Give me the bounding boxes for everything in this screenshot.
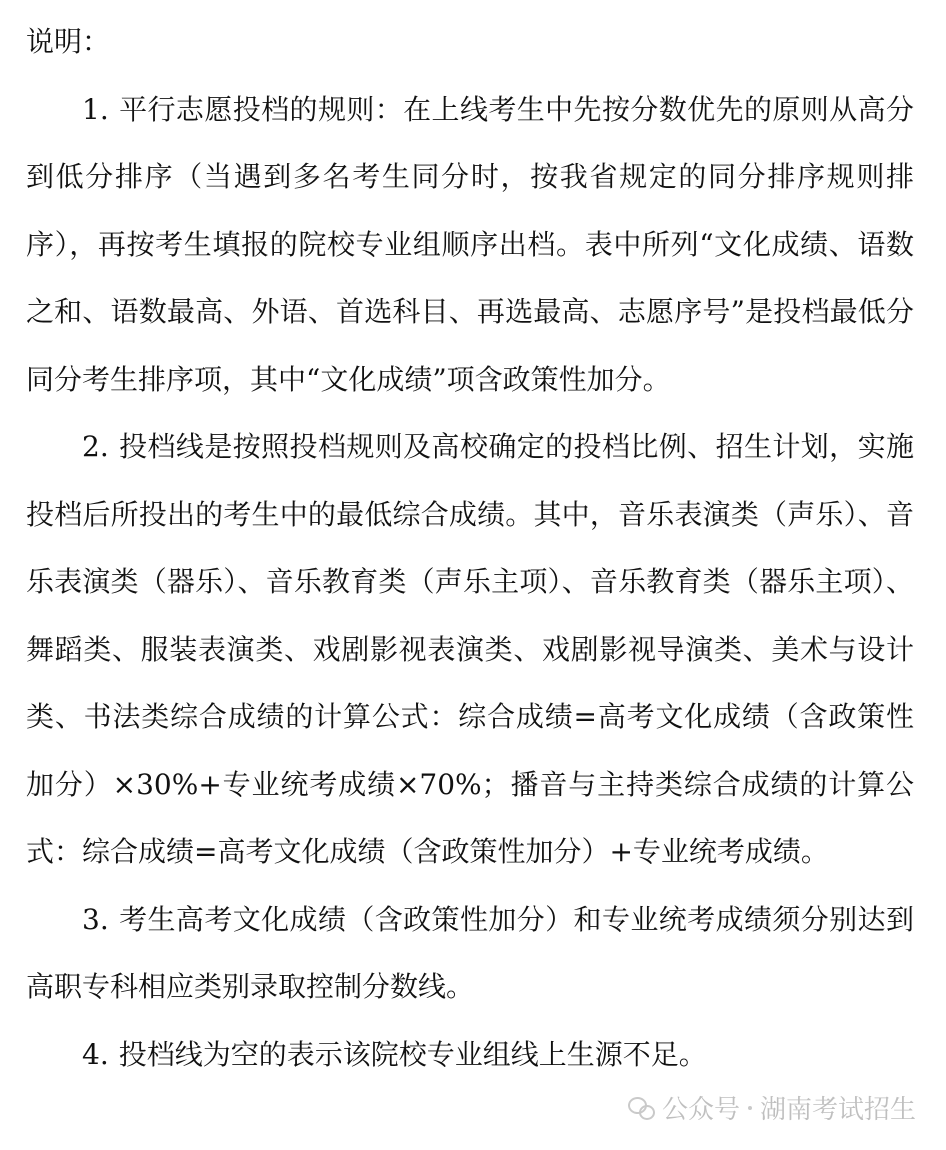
paragraph-text: 平行志愿投档的规则：在上线考生中先按分数优先的原则从高分到低分排序（当遇到多名考生同分时，按我省规定的同分排序规则排序），再按考生填报的院校专业组顺序出档。表中所列“文化成绩、语数之和、语数最高、外语、首选科目、再选最高、志愿序号”是投档最低分同分考生排序项，其中“文化成绩”项含政策性加分。 — [26, 92, 914, 396]
watermark-name: 湖南考试招生 — [759, 1095, 916, 1125]
paragraph-text: 考生高考文化成绩（含政策性加分）和专业统考成绩须分别达到高职专科相应类别录取控制分数线。 — [26, 902, 914, 1003]
watermark — [628, 1089, 916, 1126]
paragraph-3 — [26, 886, 914, 1021]
paragraph-text: 投档线是按照投档规则及高校确定的投档比例、招生计划，实施投档后所投出的考生中的最低综合成绩。其中，音乐表演类（声乐）、音乐表演类（器乐）、音乐教育类（声乐主项）、音乐教育类（器乐主项）、舞蹈类、服装表演类、戏剧影视表演类、戏剧影视导演类、美术与设计类、书法类综合成绩的计算公式：综合成绩=高考文化成绩（含政策性加分）×30%+专业统考成绩×70%；播音与主持类综合成绩的计算公式：综合成绩=高考文化成绩（含政策性加分）+专业统考成绩。 — [26, 430, 914, 868]
section-heading: 说明： — [26, 25, 111, 58]
paragraph-number: 4. — [82, 1037, 109, 1071]
paragraph-number: 3. — [82, 902, 109, 936]
document-body — [26, 8, 914, 1088]
paragraph-4 — [26, 1021, 914, 1089]
watermark-prefix: 公众号 — [661, 1095, 740, 1125]
wechat-icon — [628, 1097, 654, 1119]
paragraph-number: 2. — [82, 430, 109, 463]
separator-dot — [748, 1106, 752, 1110]
paragraph-1 — [26, 76, 914, 414]
paragraph-text: 投档线为空的表示该院校专业组线上生源不足。 — [118, 1037, 707, 1071]
paragraph-number: 1. — [82, 92, 109, 126]
paragraph-2 — [26, 413, 914, 886]
